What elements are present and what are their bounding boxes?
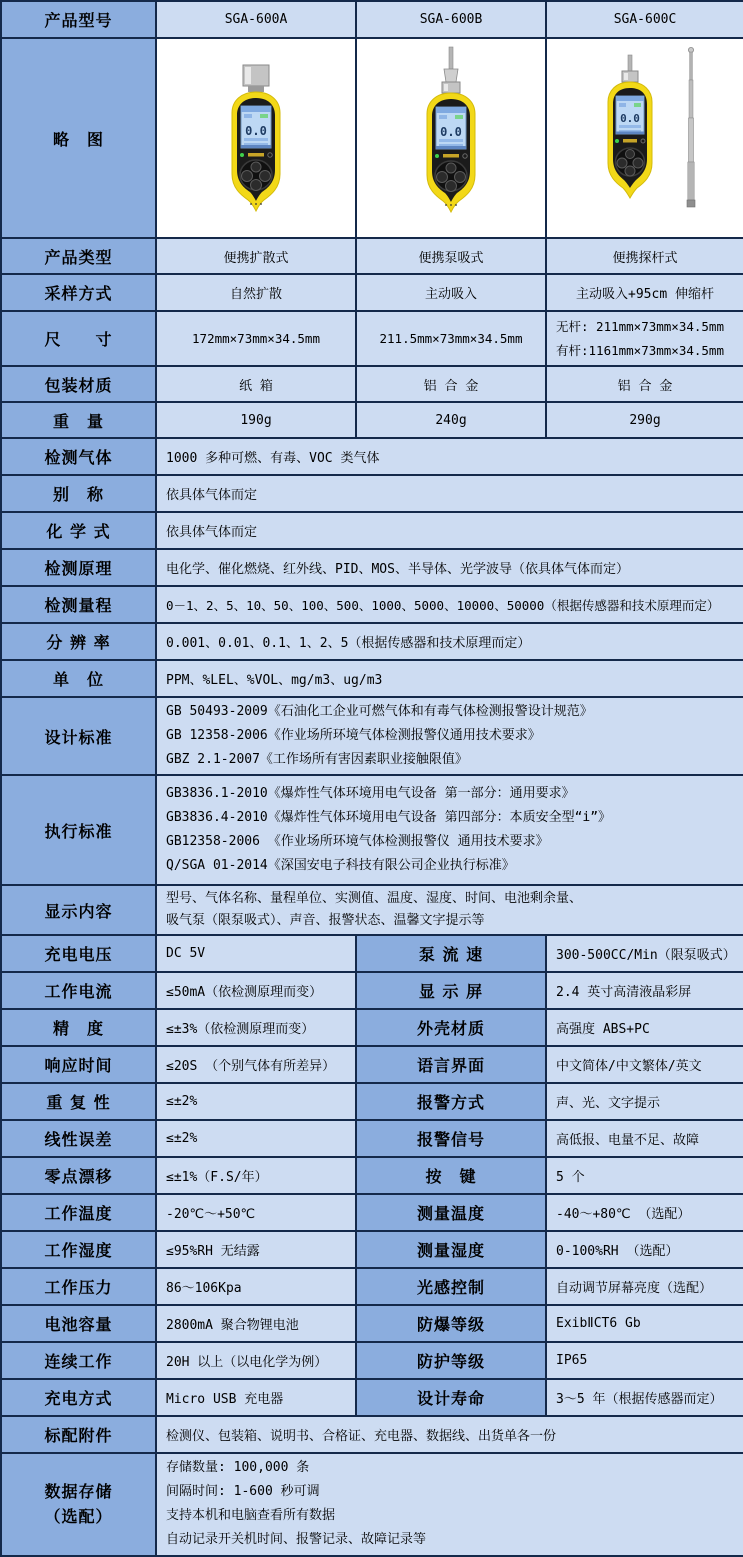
spec-value-cell: ≤20S （个别气体有所差异） [156,1046,356,1083]
power-led [615,139,619,143]
header-row [1,1,743,38]
spec-label-cell: 线性误差 [1,1120,156,1157]
device-screen-reading: 0.0 [620,112,640,125]
storage-label-line1: 数据存储 [44,1481,113,1501]
spec-label-cell: 零点漂移 [1,1157,156,1194]
spec-value-cell: 300-500CC/Min（限泵吸式） [546,935,743,972]
spec-pair-row [1,1009,743,1046]
standard-line: GB 12358-2006《作业场所环境气体检测报警仪通用技术要求》 [166,728,541,744]
spec-label-cell: 工作电流 [1,972,156,1009]
standard-line: GB 50493-2009《石油化工企业可燃气体和有毒气体检测报警设计规范》 [166,704,593,719]
spec-label-cell: 光感控制 [356,1268,546,1305]
spec-pair-row [1,1305,743,1342]
spec-value-cell: 20H 以上（以电化学为例） [156,1342,356,1379]
spec-value-cell: 5 个 [546,1157,743,1194]
spec-row-resolution [1,623,743,660]
power-led [435,154,439,158]
spec-row-units [1,660,743,697]
product-image-cell-c [546,38,743,238]
spec-pair-row [1,1083,743,1120]
spec-pair-row [1,1120,743,1157]
spec-label-cell: 检测气体 [1,438,156,475]
spec-label-cell: 连续工作 [1,1342,156,1379]
spec-value-cell: 主动吸入+95cm 伸缩杆 [546,274,743,311]
sketch-label: 略 图 [1,38,156,238]
spec-label-cell: 工作温度 [1,1194,156,1231]
spec-label-cell: 化 学 式 [1,512,156,549]
display-line: 型号、气体名称、量程单位、实测值、温度、湿度、时间、电池剩余量、 [166,891,583,907]
spec-row-sampling [1,274,743,311]
spec-value-cell: 自动调节屏幕亮度（选配） [546,1268,743,1305]
spec-label-cell: 防爆等级 [356,1305,546,1342]
spec-label-cell: 包装材质 [1,366,156,402]
spec-label-cell: 单 位 [1,660,156,697]
spec-pair-row [1,1231,743,1268]
standard-line: GB12358-2006 《作业场所环境气体检测报警仪 通用技术要求》 [166,834,549,850]
storage-line: 存储数量: 100,000 条 [166,1460,310,1476]
spec-label-cell: 显示内容 [1,885,156,935]
spec-value-cell: 纸 箱 [156,366,356,402]
spec-value-cell: 172mm×73mm×34.5mm [156,311,356,366]
spec-value-cell: 0.001、0.01、0.1、1、2、5（根据传感器和技术原理而定） [156,623,743,660]
dimension-no-rod: 无杆: 211mm×73mm×34.5mm [556,318,724,334]
spec-label-cell: 电池容量 [1,1305,156,1342]
spec-value-cell: ≤50mA（依检测原理而变） [156,972,356,1009]
spec-value-cell: 便携泵吸式 [356,238,546,274]
spec-value-cell [156,885,743,935]
spec-value-cell: ≤±1%（F.S/年） [156,1157,356,1194]
spec-label-cell: 报警信号 [356,1120,546,1157]
spec-pair-row [1,1379,743,1416]
spec-row-weight [1,402,743,438]
spec-row-design-standards [1,697,743,775]
device-screen-reading: 0.0 [245,124,267,138]
spec-row-packaging [1,366,743,402]
standard-line: GBZ 2.1-2007《工作场所有害因素职业接触限值》 [166,752,468,768]
spec-row-gases [1,438,743,475]
spec-value-cell: ≤±2% [156,1083,356,1120]
spec-pair-row [1,1268,743,1305]
spec-value-cell: -40～+80℃ （选配） [546,1194,743,1231]
spec-label-cell: 别 称 [1,475,156,512]
spec-label-cell: 重 量 [1,402,156,438]
spec-value-cell: Micro USB 充电器 [156,1379,356,1416]
spec-value-cell: DC 5V [156,935,356,972]
spec-value-cell: 190g [156,402,356,438]
dimension-with-rod: 有杆:1161mm×73mm×34.5mm [556,342,724,358]
spec-label-cell: 执行标准 [1,775,156,885]
spec-value-cell: 便携扩散式 [156,238,356,274]
spec-value-cell: PPM、%LEL、%VOL、mg/m3、ug/m3 [156,660,743,697]
storage-label-line2: （选配） [44,1507,113,1527]
spec-label-cell: 泵 流 速 [356,935,546,972]
spec-value-cell: ≤95%RH 无结露 [156,1231,356,1268]
spec-value-cell: ExibⅡCT6 Gb [546,1305,743,1342]
spec-row-data-storage [1,1453,743,1555]
spec-label-cell: 分 辨 率 [1,623,156,660]
spec-pair-row [1,935,743,972]
spec-pair-row [1,972,743,1009]
gas-detector-diffusion-icon [181,41,331,235]
standard-line: GB3836.1-2010《爆炸性气体环境用电气设备 第一部分：通用要求》 [166,786,575,802]
spec-label-cell: 报警方式 [356,1083,546,1120]
spec-label-cell: 防护等级 [356,1342,546,1379]
spec-value-cell: 主动吸入 [356,274,546,311]
model-name-sga600c: SGA-600C [546,1,743,38]
spec-value-cell: 240g [356,402,546,438]
spec-label-cell: 设计寿命 [356,1379,546,1416]
spec-value-cell: 3～5 年（根据传感器而定） [546,1379,743,1416]
spec-value-cell: 检测仪、包装箱、说明书、合格证、充电器、数据线、出货单各一份 [156,1416,743,1453]
spec-pair-row [1,1157,743,1194]
standard-line: Q/SGA 01-2014《深国安电子科技有限公司企业执行标准》 [166,858,515,874]
telescopic-rod-icon [687,47,695,207]
spec-label-cell: 充电方式 [1,1379,156,1416]
standard-line: GB3836.4-2010《爆炸性气体环境用电气设备 第四部分：本质安全型“i”》 [166,810,612,826]
spec-value-cell: 高强度 ABS+PC [546,1009,743,1046]
spec-value-cell [156,1453,743,1555]
spec-label-cell: 测量温度 [356,1194,546,1231]
display-line: 吸气泵（限泵吸式）、声音、报警状态、温馨文字提示等 [166,913,485,929]
spec-value-cell: 声、光、文字提示 [546,1083,743,1120]
spec-label-cell: 检测原理 [1,549,156,586]
spec-label-cell: 标配附件 [1,1416,156,1453]
device-screen-reading: 0.0 [440,125,462,139]
spec-value-cell: 依具体气体而定 [156,475,743,512]
spec-pair-row [1,1194,743,1231]
spec-label-cell: 外壳材质 [356,1009,546,1046]
spec-label-cell: 显 示 屏 [356,972,546,1009]
spec-value-cell: ≤±2% [156,1120,356,1157]
spec-row-formula [1,512,743,549]
spec-value-cell: ≤±3%（依检测原理而变） [156,1009,356,1046]
spec-row-display-content [1,885,743,935]
spec-label-cell: 重 复 性 [1,1083,156,1120]
product-image-cell-b [356,38,546,238]
spec-value-cell: 0-100%RH （选配） [546,1231,743,1268]
spec-value-cell: -20℃～+50℃ [156,1194,356,1231]
spec-value-cell: 铝 合 金 [546,366,743,402]
spec-value-cell: 铝 合 金 [356,366,546,402]
spec-value-cell: 211.5mm×73mm×34.5mm [356,311,546,366]
product-image-cell-a [156,38,356,238]
spec-label-cell: 产品类型 [1,238,156,274]
sketch-row [1,38,743,238]
storage-line: 支持本机和电脑查看所有数据 [166,1508,336,1524]
spec-value-cell: 便携探杆式 [546,238,743,274]
spec-value-cell: 290g [546,402,743,438]
model-name-sga600b: SGA-600B [356,1,546,38]
spec-value-cell: 电化学、催化燃烧、红外线、PID、MOS、半导体、光学波导（依具体气体而定） [156,549,743,586]
spec-pair-row [1,1046,743,1083]
spec-row-range [1,586,743,623]
spec-value-cell: 86～106Kpa [156,1268,356,1305]
spec-label-cell: 工作湿度 [1,1231,156,1268]
storage-line: 间隔时间: 1-600 秒可调 [166,1484,320,1500]
spec-value-cell: 2800mA 聚合物锂电池 [156,1305,356,1342]
spec-label-cell: 采样方式 [1,274,156,311]
spec-row-dimensions [1,311,743,366]
spec-label-cell: 设计标准 [1,697,156,775]
spec-label-cell: 按 键 [356,1157,546,1194]
spec-value-cell [546,311,743,366]
spec-value-cell [156,775,743,885]
product-model-label: 产品型号 [1,1,156,38]
spec-label-cell: 响应时间 [1,1046,156,1083]
spec-value-cell: 0－1、2、5、10、50、100、500、1000、5000、10000、50000（根据传感器和技术原理而定） [156,586,743,623]
spec-row-accessories [1,1416,743,1453]
power-led [240,153,244,157]
spec-label-cell: 工作压力 [1,1268,156,1305]
storage-line: 自动记录开关机时间、报警记录、故障记录等 [166,1532,427,1548]
gas-detector-pump-icon [376,41,526,235]
spec-label-cell [1,1453,156,1555]
spec-value-cell: 自然扩散 [156,274,356,311]
spec-value-cell: 2.4 英寸高清液晶彩屏 [546,972,743,1009]
gas-detector-probe-rod-icon [565,41,725,235]
spec-value-cell: 高低报、电量不足、故障 [546,1120,743,1157]
spec-pair-row [1,1342,743,1379]
spec-value-cell: 中文简体/中文繁体/英文 [546,1046,743,1083]
spec-row-exec-standards [1,775,743,885]
spec-label-cell: 充电电压 [1,935,156,972]
spec-row-principle [1,549,743,586]
model-name-sga600a: SGA-600A [156,1,356,38]
spec-label-cell: 测量湿度 [356,1231,546,1268]
spec-label-cell: 语言界面 [356,1046,546,1083]
spec-label-cell: 精 度 [1,1009,156,1046]
spec-label-cell: 检测量程 [1,586,156,623]
spec-value-cell [156,697,743,775]
spec-value-cell: 1000 多种可燃、有毒、VOC 类气体 [156,438,743,475]
spec-value-cell: IP65 [546,1342,743,1379]
spec-value-cell: 依具体气体而定 [156,512,743,549]
spec-label-cell: 尺 寸 [1,311,156,366]
spec-row-product-type [1,238,743,274]
spec-row-alias [1,475,743,512]
